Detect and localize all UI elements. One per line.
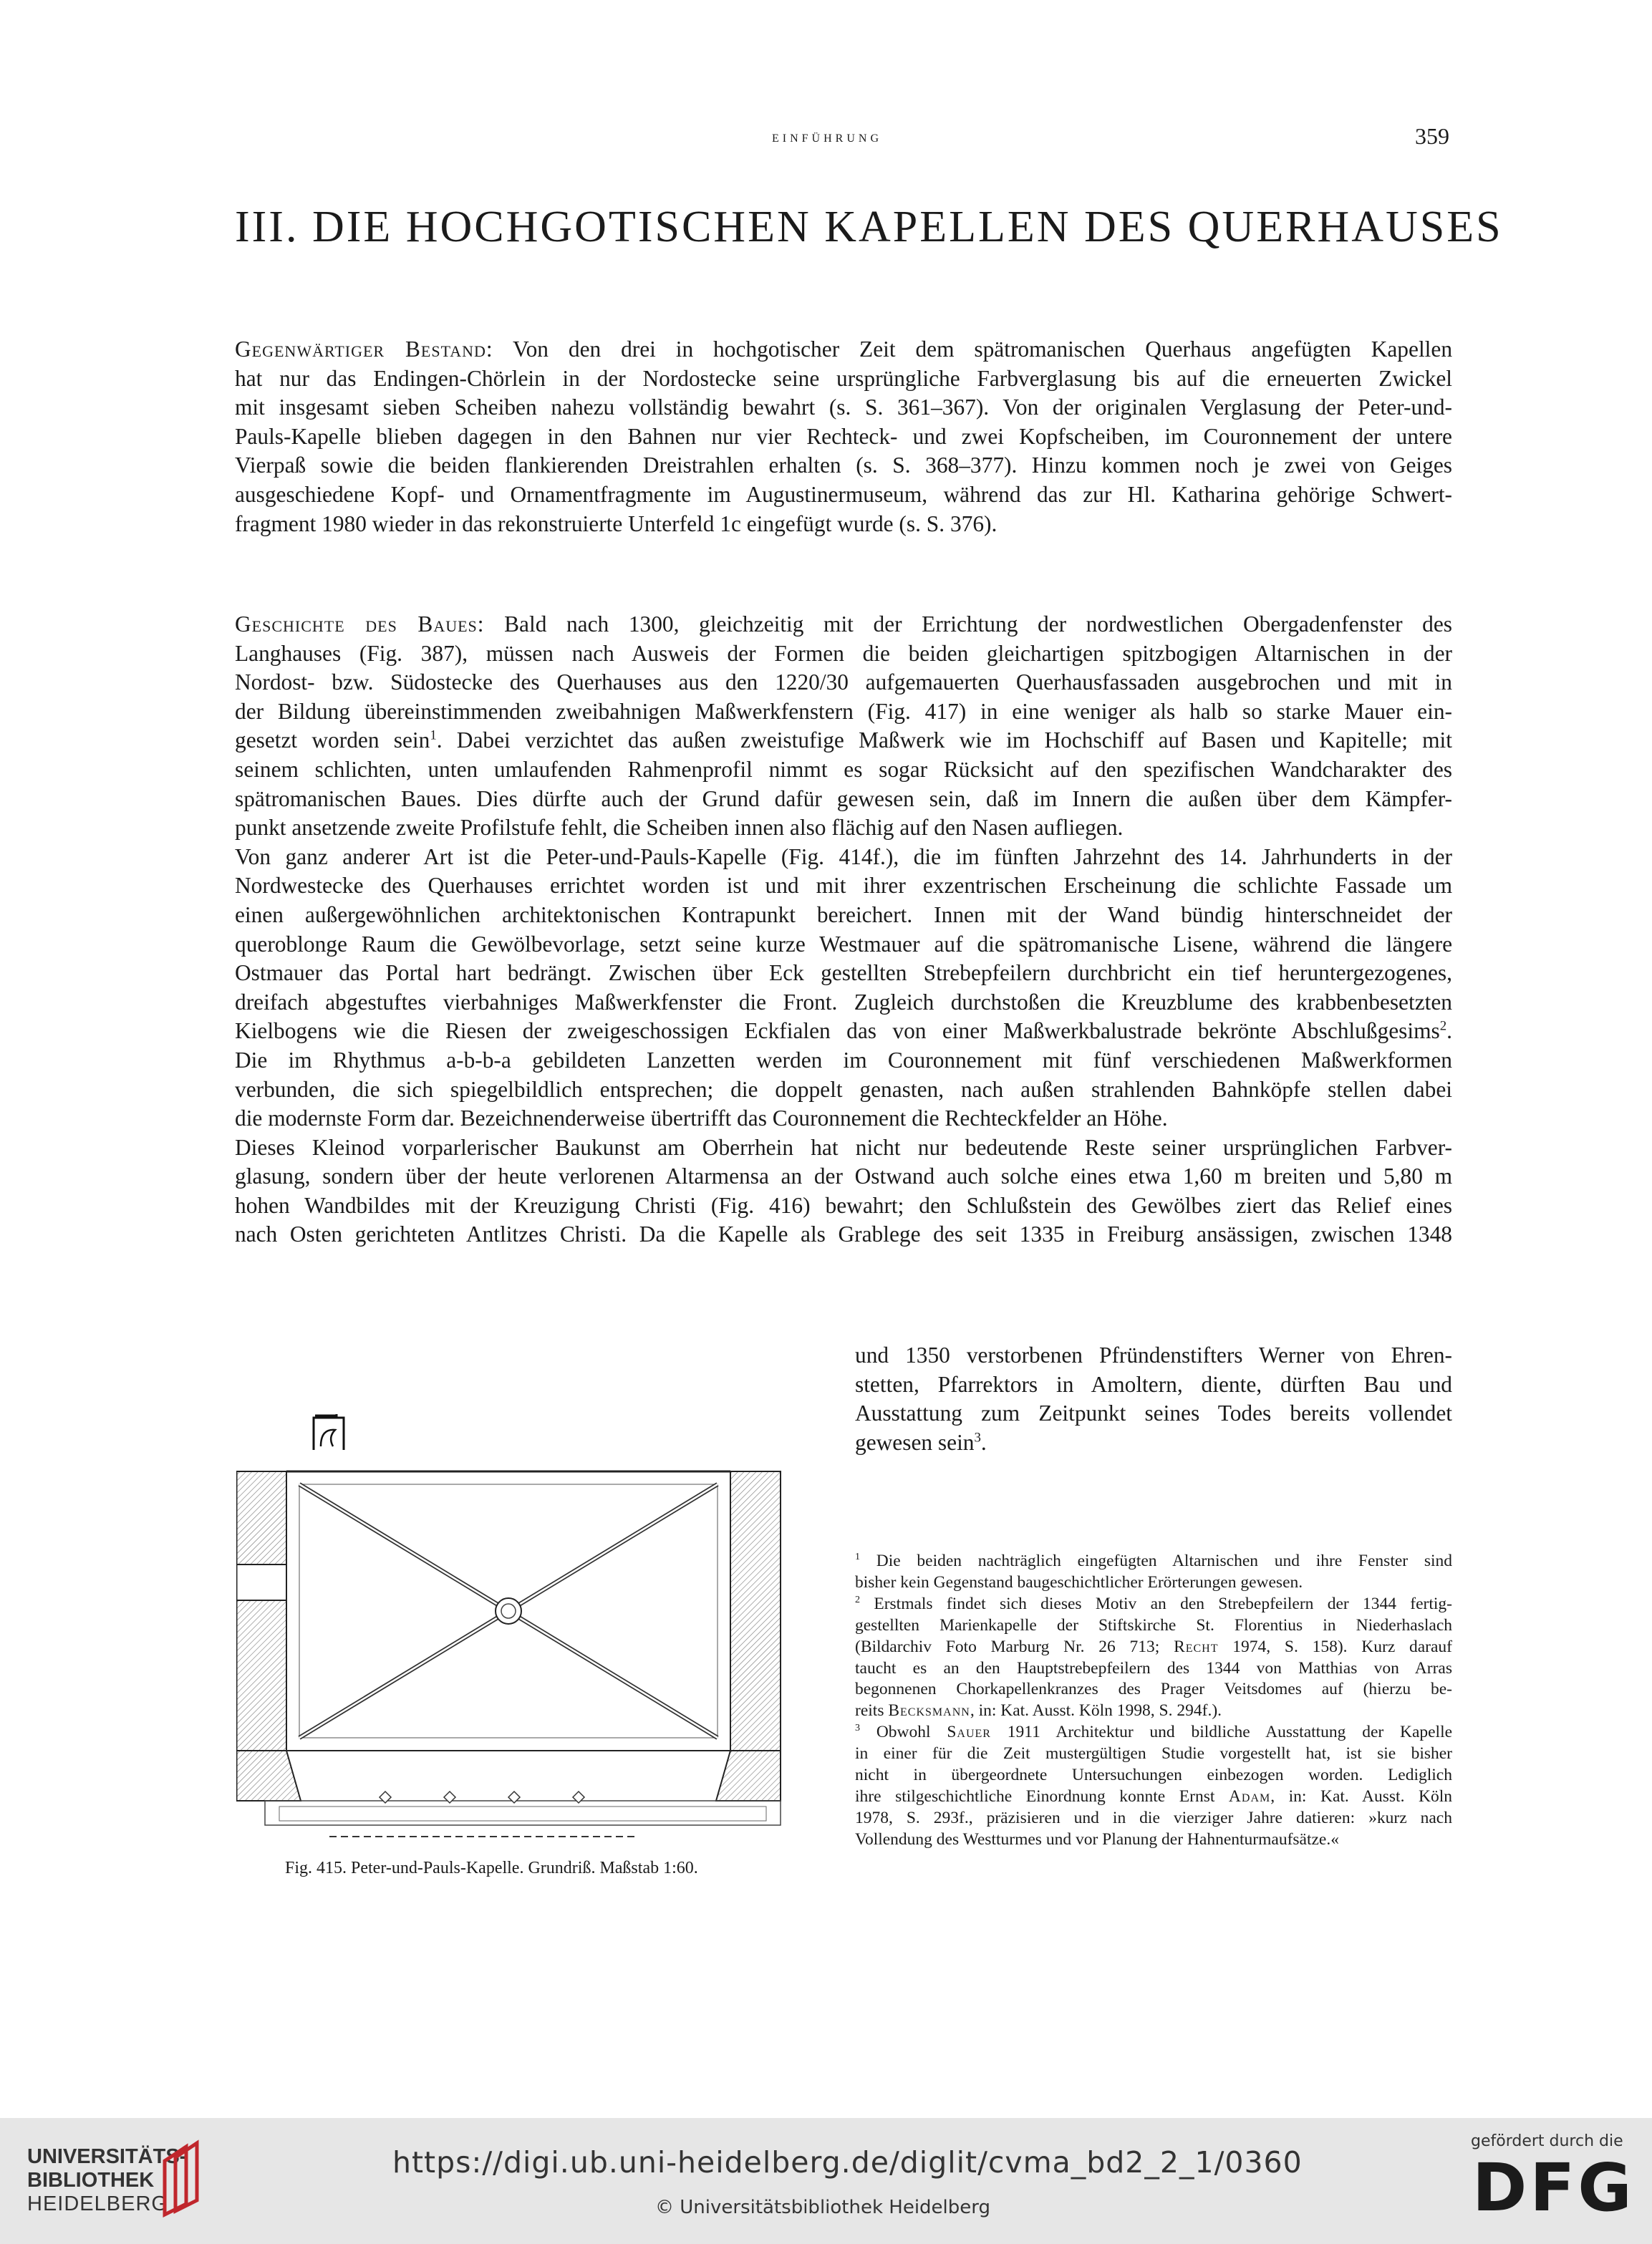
paragraph-bestand <box>235 335 1452 538</box>
text-line: Dieses Kleinod vorparlerischer Baukunst am Oberrhein hat nicht nur bedeutende Reste seiner ursprünglichen Farbver- <box>235 1134 1452 1160</box>
text-line: mit insgesamt sieben Scheiben nahezu vollständig bewahrt (s. S. 361–367). Von der originalen Verglasung der Peter-und- <box>235 395 1452 420</box>
text-line: nicht in übergeordnete Untersuchungen einbezogen worden. Lediglich <box>855 1766 1452 1785</box>
footnote-ref-2[interactable]: 2 <box>1439 1018 1447 1034</box>
text-line: taucht es an den Hauptstrebepfeilern des 1344 von Matthias von Arras <box>855 1658 1452 1678</box>
text-line: glasung, sondern über der heute verlorenen Altarmensa an der Ostwand auch solche eines etwa 1,60 m breiten und 5,80 m <box>235 1164 1452 1189</box>
text-line: reits Becksmann, in: Kat. Ausst. Köln 1998, S. 294f.). <box>855 1701 1222 1721</box>
text-line: stetten, Pfarrektors in Amoltern, diente, dürften Bau und <box>855 1371 1452 1397</box>
chapter-title: III. DIE HOCHGOTISCHEN KAPELLEN DES QUERHAUSES <box>235 203 1503 251</box>
text-line: Gegenwärtiger Bestand: Von den drei in hochgotischer Zeit dem spätromanischen Querhaus angefügten Kapellen <box>235 337 1453 362</box>
text-line: nach Osten gerichteten Antlitzes Christi. Da die Kapelle als Grablege des seit 1335 in Freiburg ansässigen, zwischen 1348 <box>235 1222 1452 1247</box>
section-label-bestand: Gegenwärtiger Bestand: <box>235 337 493 362</box>
text-line: Kielbogens wie die Riesen der zweigeschossigen Eckfialen das von einer Maßwerkbalustrade bekrönte Abschlußgesims$^2$. <box>235 1018 1452 1044</box>
text-line: 1978, S. 293f., präzisieren und in die vierziger Jahre datieren: »kurz nach <box>855 1808 1452 1827</box>
running-head-title: einführung <box>772 127 882 145</box>
text-line: gesetzt worden sein$^1$. Dabei verzichtet das außen zweistufige Maßwerk wie im Hochschiff auf Basen und Kapitelle; mit <box>235 727 1452 753</box>
text-line: bisher kein Gegenstand baugeschichtlicher Erörterungen gewesen. <box>855 1572 1303 1592</box>
text-line: hat nur das Endingen-Chörlein in der Nordostecke seine ursprüngliche Farbverglasung bis auf die erneuerten Zwickel <box>235 365 1452 391</box>
paragraph-continuation <box>855 1341 1452 1457</box>
text-line: Ausstattung zum Zeitpunkt seines Todes bereits vollendet <box>855 1401 1452 1426</box>
figure-caption: Fig. 415. Peter-und-Pauls-Kapelle. Grundriß. Maßstab 1:60. <box>285 1859 698 1877</box>
text-line: in einer für die Zeit mustergültigen Studie vorgestellt hat, ist sie bisher <box>855 1744 1452 1764</box>
text-line: Vollendung des Westturmes und vor Planung der Hahnenturmaufsätze.« <box>855 1829 1339 1849</box>
text-line: und 1350 verstorbenen Pfründenstifters Werner von Ehren- <box>855 1343 1452 1368</box>
text-line: verbunden, die sich spiegelbildlich entsprechen; die doppelt genasten, nach außen strahlenden Bahnköpfe stellen dabei <box>235 1076 1452 1102</box>
text-line: Nordost- bzw. Südostecke des Querhauses aus den 1220/30 aufgemauerten Querhausfassaden ausgebrochen und mit in <box>235 669 1452 695</box>
text-line: punkt ansetzende zweite Profilstufe fehlt, die Scheiben innen also flächig auf den Nasen aufliegen. <box>235 815 1124 841</box>
footnotes <box>855 1551 1452 1851</box>
text-line: (Bildarchiv Foto Marburg Nr. 26 713; Recht 1974, S. 158). Kurz darauf <box>855 1637 1453 1656</box>
text-line: der Bildung übereinstimmenden zweibahnigen Maßwerkfenstern (Fig. 417) in eine weniger als halb so starke Mauer ein- <box>235 698 1452 724</box>
text-line: ausgeschiedene Kopf- und Ornamentfragmente im Augustinermuseum, während das zur Hl. Katharina gehörige Schwert- <box>235 481 1452 507</box>
text-line: begonnenen Chorkapellenkranzes des Prager Veitsdomes auf (hierzu be- <box>855 1680 1452 1699</box>
text-line: ihre stilgeschichtliche Einordnung konnte Ernst Adam, in: Kat. Ausst. Köln <box>855 1786 1453 1806</box>
floor-plan-figure <box>236 1414 802 1854</box>
text-line: dreifach abgestuftes vierbahniges Maßwerkfenster die Front. Zugleich durchstoßen die Kreuzblume des krabbenbesetzten <box>235 989 1452 1015</box>
text-line: hohen Wandbildes mit der Kreuzigung Christi (Fig. 416) bewahrt; den Schlußstein des Gewölbes ziert das Relief eines <box>235 1192 1452 1218</box>
floor-plan-drawing <box>236 1414 802 1854</box>
text-line: Pauls-Kapelle blieben dagegen in den Bahnen nur vier Rechteck- und zwei Kopfscheiben, im Couronnement der untere <box>235 423 1452 449</box>
text-line: spätromanischen Baues. Dies dürfte auch der Grund dafür gewesen sein, daß im Innern die außen über dem Kämpfer- <box>235 785 1452 811</box>
footnote-ref-1[interactable]: 1 <box>430 727 437 743</box>
text-line: gewesen sein$^3$. <box>855 1429 987 1455</box>
section-label-baues: Geschichte des Baues: <box>235 611 485 637</box>
text-line: einen außergewöhnlichen architektonischen Kontrapunkt bereichert. Innen mit der Wand bündig hinterschneidet der <box>235 901 1452 927</box>
text-line: Die im Rhythmus a-b-b-a gebildeten Lanzetten werden im Couronnement mit fünf verschiedenen Maßwerkformen <box>235 1047 1452 1073</box>
text-line: gestellten Marienkapelle der Stiftskirche St. Florentius in Niederhaslach <box>855 1615 1452 1635</box>
text-line: Ostmauer das Portal hart bedrängt. Zwischen über Eck gestellten Strebepfeilern durchbricht ein tief heruntergezogenes, <box>235 960 1452 986</box>
footer-bar <box>0 2118 1652 2244</box>
text-line: die modernste Form dar. Bezeichnenderweise übertrifft das Couronnement die Rechteckfelder an Höhe. <box>235 1106 1168 1131</box>
text-line: Nordwestecke des Querhauses errichtet worden ist und mit ihrer exzentrischen Erscheinung die schlichte Fassade um <box>235 873 1452 899</box>
funding-label: gefördert durch die <box>1471 2132 1623 2150</box>
text-line: Geschichte des Baues: Bald nach 1300, gleichzeitig mit der Errichtung der nordwestlichen Obergadenfenster des <box>235 611 1452 637</box>
text-line: fragment 1980 wieder in das rekonstruierte Unterfeld 1c eingefügt wurde (s. S. 376). <box>235 511 998 536</box>
footnote-3: $^3$ Obwohl Sauer 1911 Architektur und bildliche Ausstattung der Kapelle <box>855 1722 1453 1742</box>
copyright-notice: © Universitätsbibliothek Heidelberg <box>655 2197 991 2218</box>
running-head <box>0 123 1652 156</box>
text-line: Vierpaß sowie die beiden flankierenden Dreistrahlen erhalten (s. S. 368–377). Hinzu kommen noch je zwei von Geiges <box>235 453 1452 478</box>
text-line: seinem schlichten, unten umlaufenden Rahmenprofil nimmt es sogar Rücksicht auf den spezifischen Wandcharakter des <box>235 756 1452 782</box>
permalink-url[interactable]: https://digi.ub.uni-heidelberg.de/diglit/cvma_bd2_2_1/0360 <box>392 2145 1303 2180</box>
dfg-logo[interactable]: DFG <box>1472 2149 1635 2226</box>
library-mark-icon <box>158 2139 208 2218</box>
text-line: queroblonge Raum die Gewölbevorlage, setzt seine kurze Westmauer auf die spätromanische Lisene, während die längere <box>235 931 1452 957</box>
footnote-2: $^2$ Erstmals findet sich dieses Motiv an den Strebepfeilern der 1344 fertig- <box>855 1593 1452 1613</box>
page-number: 359 <box>1415 123 1449 149</box>
paragraph-baues <box>235 610 1452 1249</box>
footnote-ref-3[interactable]: 3 <box>974 1430 981 1446</box>
footnote-1: $^1$ Die beiden nachträglich eingefügten Altarnischen und ihre Fenster sind <box>855 1551 1453 1570</box>
text-line: Langhauses (Fig. 387), müssen nach Ausweis der Formen die beiden gleichartigen spitzbogigen Altarnischen in der <box>235 640 1452 666</box>
library-logo[interactable]: UNIVERSITÄTS- BIBLIOTHEK HEIDELBERG <box>27 2145 187 2215</box>
text-line: Von ganz anderer Art ist die Peter-und-Pauls-Kapelle (Fig. 414f.), die im fünften Jahrzehnt des 14. Jahrhunderts in der <box>235 843 1452 869</box>
